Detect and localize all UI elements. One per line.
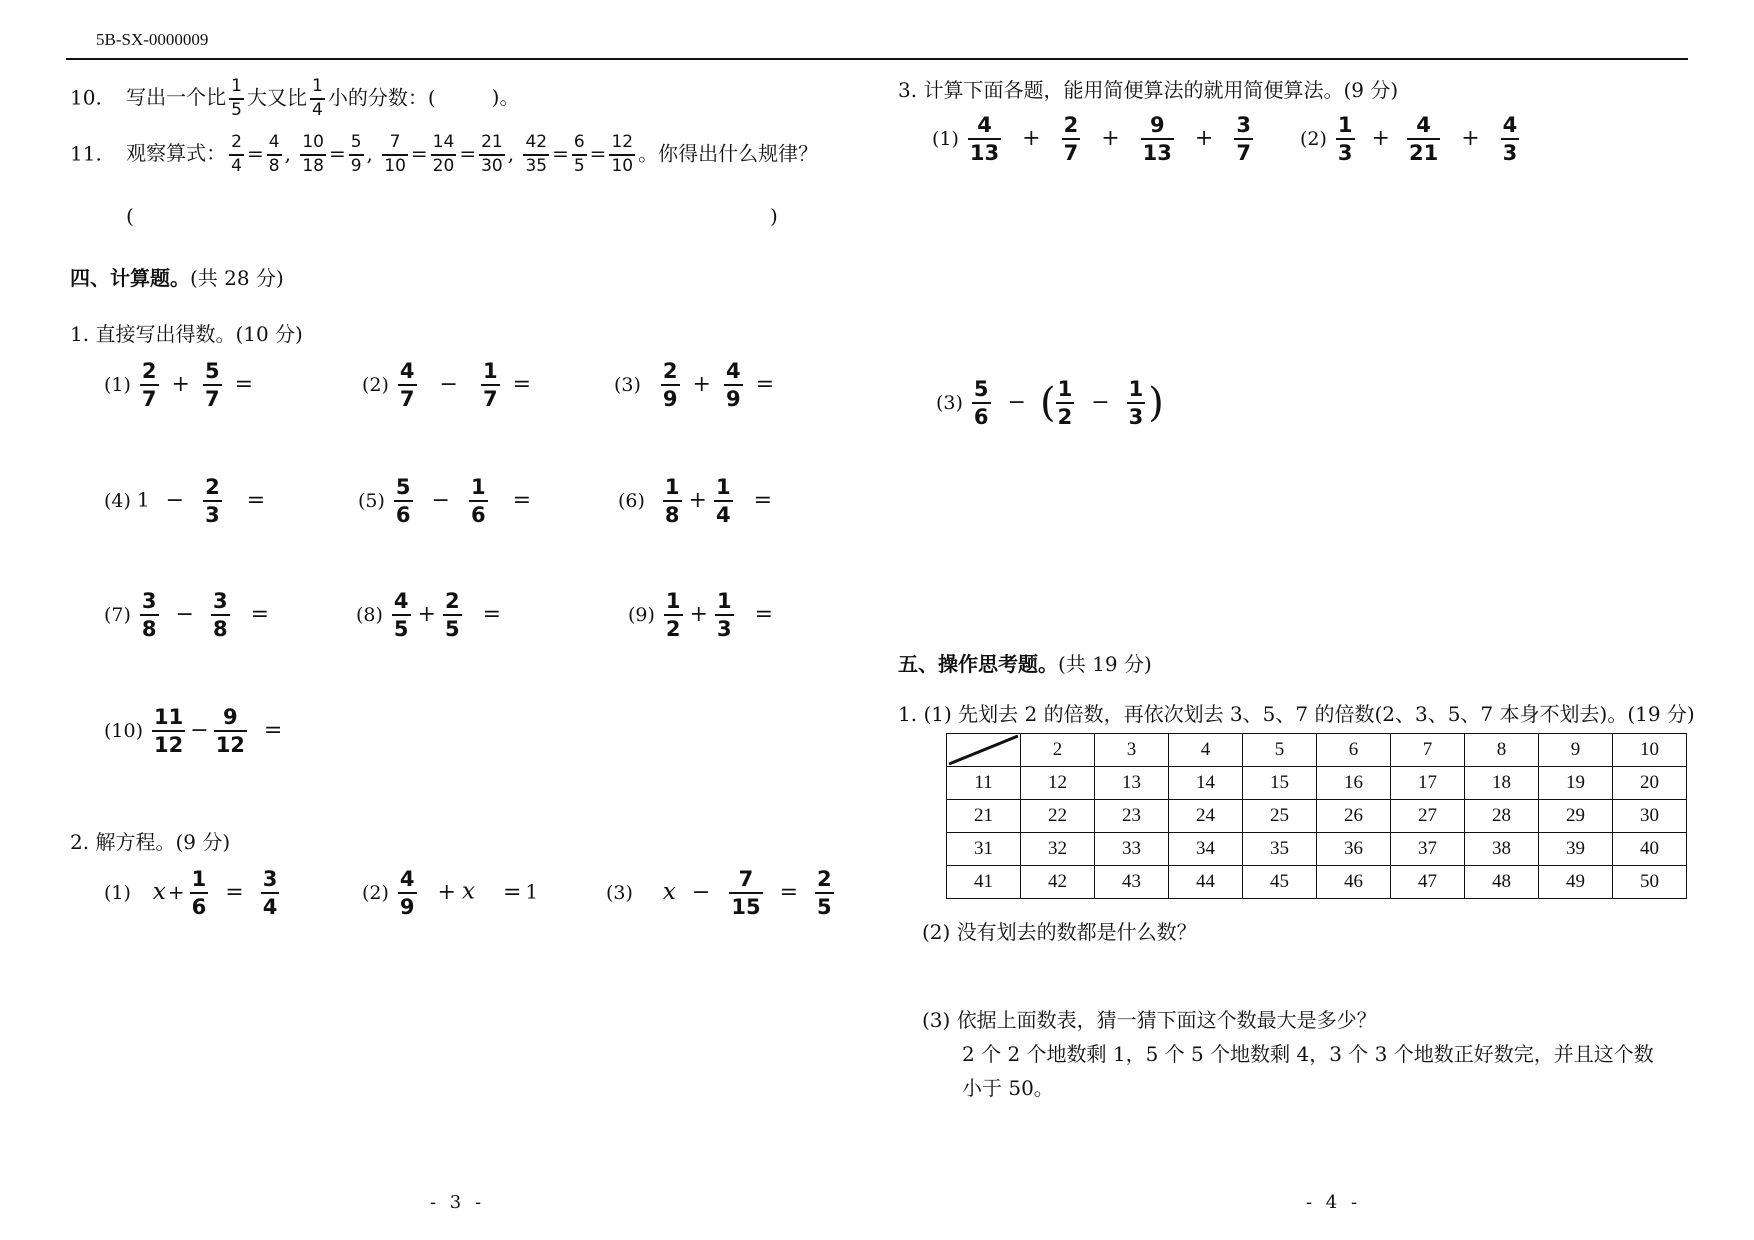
table-cell: 31 — [947, 833, 1021, 866]
table-cell: 26 — [1317, 800, 1391, 833]
table-row — [947, 734, 1687, 767]
table-cell: 7 — [1391, 734, 1465, 767]
q11-answer-open: ( — [126, 204, 134, 228]
q10-text-post: 小的分数：( — [327, 85, 436, 110]
table-cell: 18 — [1465, 767, 1539, 800]
table-cell: 41 — [947, 866, 1021, 899]
table-cell: 50 — [1613, 866, 1687, 899]
q11-frac: $\frac{7}{10}$ — [384, 132, 406, 176]
table-cell: 48 — [1465, 866, 1539, 899]
table-cell: 12 — [1021, 767, 1095, 800]
table-cell: 3 — [1095, 734, 1169, 767]
table-cell: 27 — [1391, 800, 1465, 833]
equals-sign: = — [328, 141, 346, 166]
calc-1-item-9: (9) $\frac{1}{2}$ + $\frac{1}{3}$ = — [628, 589, 774, 642]
table-cell: 40 — [1613, 833, 1687, 866]
table-cell: 21 — [947, 800, 1021, 833]
q11-frac: $\frac{21}{30}$ — [481, 132, 503, 176]
table-cell: 24 — [1169, 800, 1243, 833]
equals-sign: = — [410, 141, 428, 166]
calc-1-item-7: (7) $\frac{3}{8}$ − $\frac{3}{8}$ = — [104, 589, 270, 642]
table-cell: 16 — [1317, 767, 1391, 800]
table-row — [947, 767, 1687, 800]
calc-3-title: 3. 计算下面各题，能用简便算法的就用简便算法。(9 分) — [898, 78, 1399, 102]
table-cell: 14 — [1169, 767, 1243, 800]
table-cell: 6 — [1317, 734, 1391, 767]
table-cell: 15 — [1243, 767, 1317, 800]
q10-text-pre: 写出一个比 — [126, 85, 227, 110]
equation-1: (1) x + $\frac{1}{6}$ = $\frac{3}{4}$ — [104, 867, 278, 920]
q11-frac: $\frac{42}{35}$ — [525, 132, 548, 176]
calc-3-problem-2: (2) $\frac{1}{3}$ + $\frac{4}{21}$ + $\frac{4}{3}$ — [1300, 113, 1518, 166]
equation-3: (3) x − $\frac{7}{15}$ = $\frac{2}{5}$ — [606, 867, 832, 920]
section-4-points: (共 28 分) — [190, 266, 284, 290]
table-cell: 46 — [1317, 866, 1391, 899]
q11-number: 11. — [70, 141, 102, 166]
table-cell: 17 — [1391, 767, 1465, 800]
table-cell: 2 — [1021, 734, 1095, 767]
q10-answer-close: )。 — [491, 85, 520, 110]
table-cell: 9 — [1539, 734, 1613, 767]
diagonal-corner-cell — [947, 734, 1021, 767]
section-5-title: 五、操作思考题。 — [898, 652, 1058, 676]
q10-fraction-2: $\frac{1}{4}$ — [312, 76, 323, 120]
q11-frac: $\frac{12}{10}$ — [611, 132, 634, 176]
calc-1-title: 1. 直接写出得数。(10 分) — [70, 322, 303, 346]
comma: , — [284, 141, 291, 166]
table-cell: 33 — [1095, 833, 1169, 866]
table-cell: 28 — [1465, 800, 1539, 833]
q11-text-pre: 观察算式： — [126, 141, 227, 166]
comma: , — [507, 141, 515, 166]
table-cell: 11 — [947, 767, 1021, 800]
table-row — [947, 866, 1687, 899]
header-rule — [66, 58, 1688, 60]
table-cell: 36 — [1317, 833, 1391, 866]
equals-sign: = — [459, 141, 477, 166]
document-code: 5B-SX-0000009 — [96, 30, 209, 49]
table-cell: 5 — [1243, 734, 1317, 767]
table-cell: 49 — [1539, 866, 1613, 899]
operation-1-question-2: (2) 没有划去的数都是什么数？ — [922, 920, 1197, 944]
q10-text-mid: 大又比 — [247, 85, 307, 110]
table-cell: 35 — [1243, 833, 1317, 866]
operation-1-question-3: (3) 依据上面数表，猜一猜下面这个数最大是多少？ — [922, 1008, 1377, 1032]
table-row — [947, 833, 1687, 866]
equation-2: (2) $\frac{4}{9}$ + x = 1 — [362, 867, 539, 920]
section-5-points: (共 19 分) — [1058, 652, 1152, 676]
q11-frac: $\frac{5}{9}$ — [350, 132, 362, 176]
calc-3-problem-1: (1) $\frac{4}{13}$ + $\frac{2}{7}$ + $\frac{9}{13}$ + $\frac{3}{7}$ — [932, 113, 1251, 166]
q11-frac: $\frac{14}{20}$ — [432, 132, 455, 176]
page-number-left: - 3 - — [430, 1192, 486, 1213]
table-cell: 30 — [1613, 800, 1687, 833]
table-cell: 29 — [1539, 800, 1613, 833]
page-number-right: - 4 - — [1306, 1192, 1362, 1213]
calc-2-title: 2. 解方程。(9 分) — [70, 830, 231, 854]
calc-1-item-1: (1) $\frac{2}{7}$ + $\frac{5}{7}$ = — [104, 359, 254, 412]
table-cell: 25 — [1243, 800, 1317, 833]
operation-1-question-3-line-1: 2 个 2 个地数剩 1，5 个 5 个地数剩 4，3 个 3 个地数正好数完，并且这个数 — [962, 1042, 1654, 1066]
calc-1-item-10: (10) $\frac{11}{12}$ − $\frac{9}{12}$ = — [104, 705, 283, 758]
table-cell: 4 — [1169, 734, 1243, 767]
section-5-heading — [898, 648, 1152, 677]
q10-number: 10. — [70, 85, 102, 110]
question-10 — [70, 78, 519, 120]
operation-1-question-3-line-2: 小于 50。 — [962, 1076, 1054, 1100]
table-cell: 42 — [1021, 866, 1095, 899]
calc-1-item-2: (2) $\frac{4}{7}$ − $\frac{1}{7}$ = — [362, 359, 532, 412]
q11-frac: $\frac{6}{5}$ — [573, 132, 585, 176]
equals-sign: = — [552, 141, 569, 166]
table-cell: 47 — [1391, 866, 1465, 899]
calc-1-item-4: (4) 1 − $\frac{2}{3}$ = — [104, 475, 266, 528]
number-table — [946, 733, 1687, 899]
table-cell: 39 — [1539, 833, 1613, 866]
q11-frac: $\frac{2}{4}$ — [231, 132, 242, 176]
calc-1-item-5: (5) $\frac{5}{6}$ − $\frac{1}{6}$ = — [358, 475, 532, 528]
question-11 — [70, 134, 818, 176]
table-row — [947, 800, 1687, 833]
q11-text-post: 。你得出什么规律？ — [638, 141, 819, 166]
comma: , — [366, 141, 373, 166]
table-cell: 34 — [1169, 833, 1243, 866]
table-cell: 10 — [1613, 734, 1687, 767]
section-4-title: 四、计算题。 — [70, 266, 190, 290]
calc-1-item-3: (3) $\frac{2}{9}$ + $\frac{4}{9}$ = — [614, 359, 775, 412]
equals-sign: = — [247, 141, 264, 166]
table-cell: 38 — [1465, 833, 1539, 866]
q11-answer-close: ) — [770, 204, 778, 228]
table-cell: 23 — [1095, 800, 1169, 833]
table-cell: 20 — [1613, 767, 1687, 800]
table-cell: 19 — [1539, 767, 1613, 800]
q11-frac: $\frac{4}{8}$ — [268, 132, 280, 176]
equals-sign: = — [589, 141, 607, 166]
calc-1-item-6: (6) $\frac{1}{8}$ + $\frac{1}{4}$ = — [618, 475, 773, 528]
table-cell: 32 — [1021, 833, 1095, 866]
q11-frac: $\frac{10}{18}$ — [302, 132, 324, 176]
table-cell: 13 — [1095, 767, 1169, 800]
table-cell: 44 — [1169, 866, 1243, 899]
table-cell: 43 — [1095, 866, 1169, 899]
table-cell: 22 — [1021, 800, 1095, 833]
table-cell: 37 — [1391, 833, 1465, 866]
section-4-heading — [70, 262, 284, 291]
operation-1-title: 1. (1) 先划去 2 的倍数，再依次划去 3、5、7 的倍数(2、3、5、7 本身不划去)。(19 分) — [898, 702, 1695, 726]
calc-1-item-8: (8) $\frac{4}{5}$ + $\frac{2}{5}$ = — [356, 589, 502, 642]
q10-fraction-1: $\frac{1}{5}$ — [231, 76, 242, 120]
table-cell: 8 — [1465, 734, 1539, 767]
table-cell: 45 — [1243, 866, 1317, 899]
calc-3-problem-3: (3) $\frac{5}{6}$ − ( $\frac{1}{2}$ − $\frac{1}{3}$ ) — [936, 377, 1164, 430]
